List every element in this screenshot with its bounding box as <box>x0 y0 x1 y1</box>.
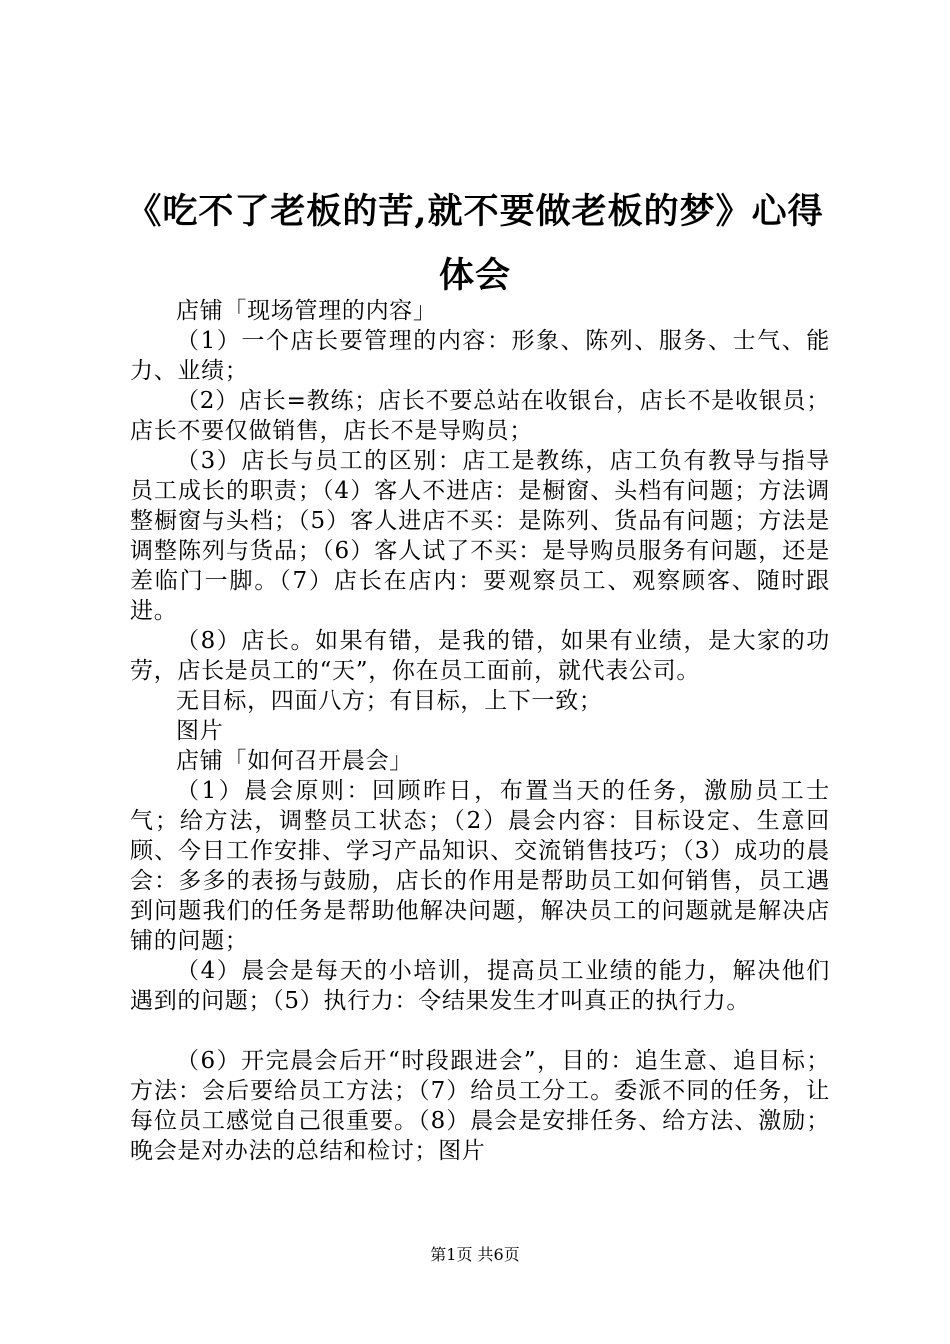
image-placeholder-text: 图片 <box>176 718 224 744</box>
paragraph-5: 无目标，四面八方；有目标，上下一致； <box>176 688 603 714</box>
paragraph-8: （1）晨会原则：回顾昨日，布置当天的任务，激励员工士气；给方法，调整员工状态；（2）晨会内容：目标设定、生意回顾、今日工作安排、学习产品知识、交流销售技巧；（3）成功的晨会：多多的表扬与鼓励，店长的作用是帮助员工如何销售，员工遇到问题我们的任务是帮助他解决问题，解决员工的问题就是解决店铺的问题； <box>130 778 830 954</box>
paragraph-3: （3）店长与员工的区别：店工是教练，店工负有教导与指导员工成长的职责；（4）客人不进店：是橱窗、头档有问题；方法调整橱窗与头档；（5）客人进店不买：是陈列、货品有问题；方法是调整陈列与货品；（6）客人试了不买：是导购员服务有问题，还是差临门一脚。（7）店长在店内：要观察员工、观察顾客、随时跟进。 <box>130 448 830 624</box>
paragraph-2: （2）店长=教练；店长不要总站在收银台，店长不是收银员；店长不要仅做销售，店长不是导购员； <box>130 388 830 444</box>
document-body <box>130 296 830 1166</box>
section-heading-floor-management: 店铺「现场管理的内容」 <box>176 298 437 324</box>
paragraph-1: （1）一个店长要管理的内容：形象、陈列、服务、士气、能力、业绩； <box>130 328 830 384</box>
paragraph-4: （8）店长。如果有错，是我的错，如果有业绩，是大家的功劳，店长是员工的“天”，你在员工面前，就代表公司。 <box>130 628 830 684</box>
page-footer: 第1页 共6页 <box>430 1245 520 1264</box>
paragraph-10: （6）开完晨会后开“时段跟进会”，目的：追生意、追目标；方法：会后要给员工方法；（7）给员工分工。委派不同的任务，让每位员工感觉自己很重要。（8）晨会是安排任务、给方法、激励；晚会是对办法的总结和检讨；图片 <box>130 1048 830 1164</box>
section-heading-morning-meeting: 店铺「如何召开晨会」 <box>176 748 413 774</box>
paragraph-9: （4）晨会是每天的小培训，提高员工业绩的能力，解决他们遇到的问题；（5）执行力：令结果发生才叫真正的执行力。 <box>130 958 830 1014</box>
page-title: 《吃不了老板的苦,就不要做老板的梦》心得体会 <box>126 191 824 296</box>
